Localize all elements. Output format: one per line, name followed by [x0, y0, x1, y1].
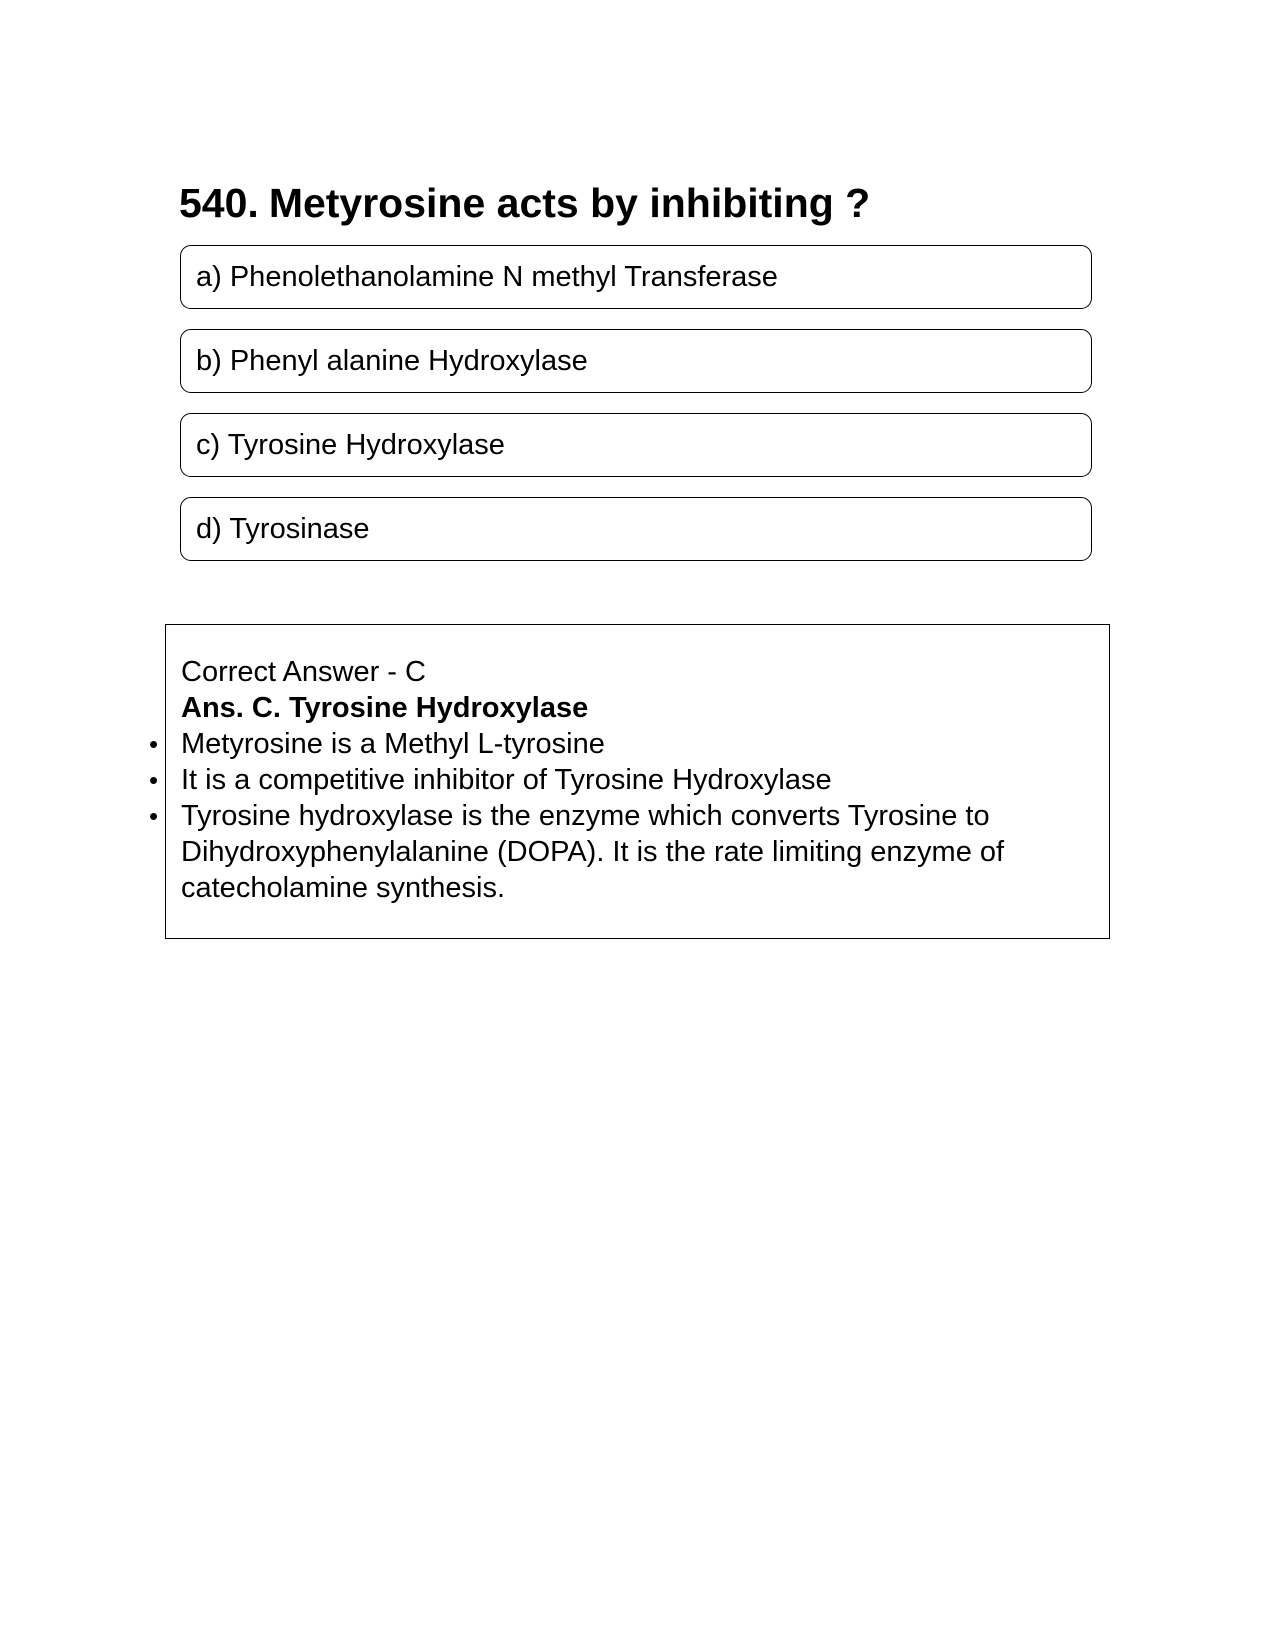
correct-answer-line: Correct Answer - C	[181, 656, 426, 688]
bullet-text: It is a competitive inhibitor of Tyrosine Hydroxylase	[181, 764, 832, 796]
bullet-text: Metyrosine is a Methyl L-tyrosine	[181, 728, 605, 760]
question-number: 540.	[179, 180, 259, 226]
bullet-icon: •	[149, 765, 159, 795]
answer-heading: Ans. C. Tyrosine Hydroxylase	[181, 692, 589, 724]
option-b[interactable]: b) Phenyl alanine Hydroxylase	[180, 329, 1092, 393]
bullet-text: Tyrosine hydroxylase is the enzyme which converts Tyrosine to Dihydroxyphenylalanine (DOPA). It is the rate limiting enzyme of catecholamine synthesis.	[181, 800, 1005, 904]
bullet-icon: •	[149, 729, 159, 759]
bullet-icon: •	[149, 801, 159, 831]
list-item	[149, 762, 1091, 798]
option-a[interactable]: a) Phenolethanolamine N methyl Transferase	[180, 245, 1092, 309]
answer-explanation	[149, 654, 1091, 906]
option-d[interactable]: d) Tyrosinase	[180, 497, 1092, 561]
explanation-list	[149, 726, 1091, 906]
question-text: Metyrosine acts by inhibiting ?	[268, 180, 871, 226]
option-c[interactable]: c) Tyrosine Hydroxylase	[180, 413, 1092, 477]
list-item	[149, 726, 1091, 762]
question-title	[179, 176, 870, 230]
list-item	[149, 798, 1091, 906]
